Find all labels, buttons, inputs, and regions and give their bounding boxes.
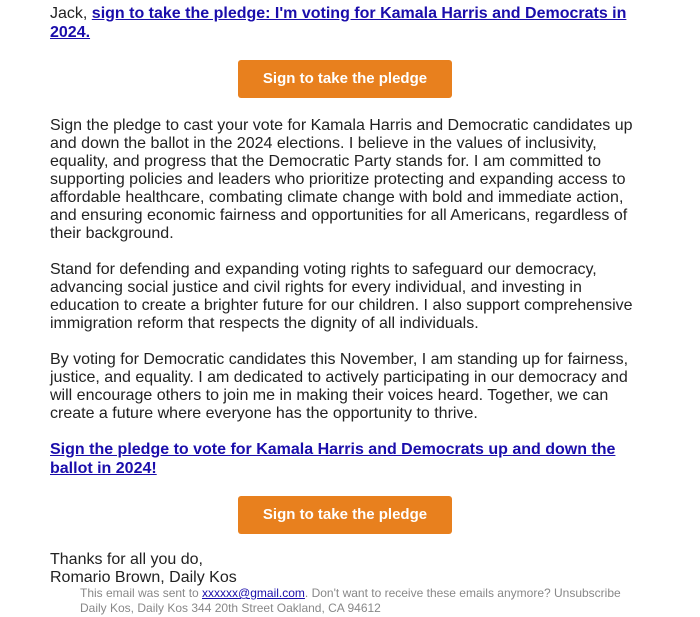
footer-unsubscribe-text[interactable]: . Don't want to receive these emails anymore? Unsubscribe bbox=[304, 586, 621, 600]
body-paragraph-1: Sign the pledge to cast your vote for Kamala Harris and Democratic candidates up and down the ballot in the 2024 elections. I believe in the values of inclusivity, equality, and progress that the Democratic Party stands for. I am committed to supporting policies and leaders who prioritize protecting and expanding access to affordable healthcare, combating climate change with bold and immediate action, and ensuring economic fairness and opportunities for all Americans, regardless of their background. bbox=[50, 117, 633, 242]
bottom-link-wrap bbox=[50, 440, 640, 478]
headline-pledge-link[interactable]: sign to take the pledge: I'm voting for Kamala Harris and Democrats in 2024. bbox=[50, 5, 627, 41]
footer-recipient-email[interactable]: xxxxxx@gmail.com bbox=[202, 586, 305, 600]
sign-pledge-button-bottom[interactable]: Sign to take the pledge bbox=[238, 496, 452, 534]
body-paragraph-3: By voting for Democratic candidates this November, I am standing up for fairness, justice, and equality. I am dedicated to actively participating in our democracy and will encourage others to join me in making their voices heard. Together, we can create a future where everyone has the opportunity to thrive. bbox=[50, 351, 629, 422]
body-paragraph-2: Stand for defending and expanding voting rights to safeguard our democracy, advancing social justice and civil rights for every individual, and investing in education to create a brighter future for our children. I also support comprehensive immigration reform that respects the dignity of all individuals. bbox=[50, 261, 633, 332]
greeting-name: Jack, bbox=[50, 5, 92, 22]
signoff-thanks: Thanks for all you do, bbox=[50, 551, 203, 568]
intro-line bbox=[50, 4, 640, 42]
bottom-pledge-link[interactable]: Sign the pledge to vote for Kamala Harris and Democrats up and down the ballot in 2024! bbox=[50, 441, 616, 477]
email-body bbox=[50, 0, 640, 587]
footer-sent-line bbox=[80, 586, 680, 601]
cta-wrap-bottom bbox=[50, 496, 640, 534]
sign-pledge-button-top[interactable]: Sign to take the pledge bbox=[238, 60, 452, 98]
footer-sent-prefix: This email was sent to bbox=[80, 586, 203, 600]
cta-wrap-top bbox=[50, 60, 640, 98]
email-footer bbox=[80, 586, 680, 616]
footer-address: Daily Kos, Daily Kos 344 20th Street Oakland, CA 94612 bbox=[80, 601, 381, 615]
signoff bbox=[50, 551, 640, 587]
signoff-signature: Romario Brown, Daily Kos bbox=[50, 569, 237, 586]
